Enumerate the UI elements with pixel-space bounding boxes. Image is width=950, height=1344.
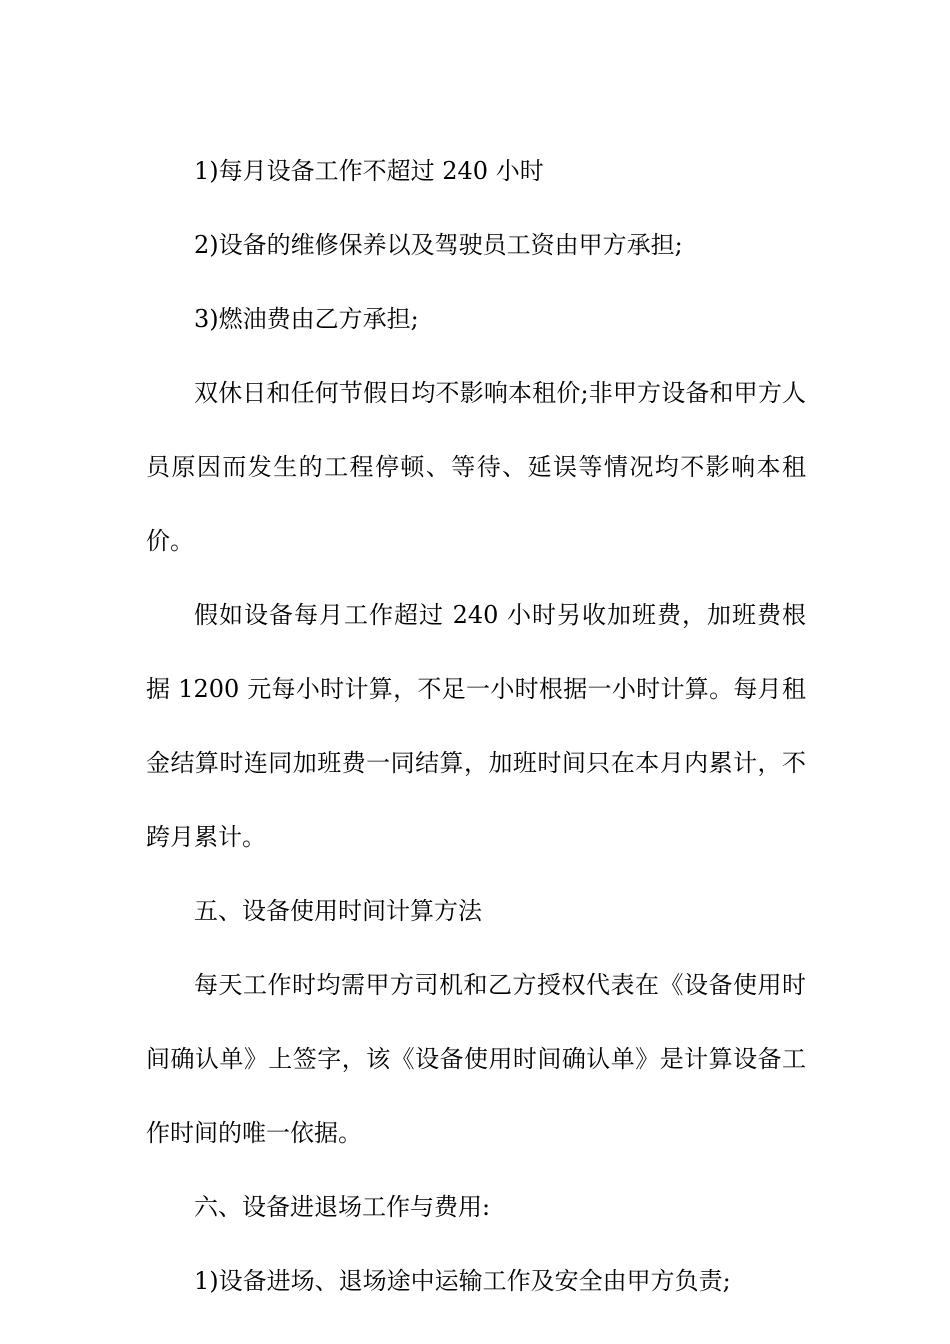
paragraph-holidays-rent: 双休日和任何节假日均不影响本租价;非甲方设备和甲方人员原因而发生的工程停顿、等待、延误等情况均不影响本租价。 [146, 379, 806, 555]
paragraph-transport-safety: 1)设备进场、退场途中运输工作及安全由甲方负责; [194, 1267, 731, 1295]
section-heading-usage-time: 五、设备使用时间计算方法 [194, 897, 482, 925]
paragraph-maintenance-wages: 2)设备的维修保养以及驾驶员工资由甲方承担; [194, 231, 683, 259]
paragraph-overtime-fee: 假如设备每月工作超过 240 小时另收加班费，加班费根据 1200 元每小时计算，不足一小时根据一小时计算。每月租金结算时连同加班费一同结算，加班时间只在本月内累计，不跨月累计。 [146, 601, 806, 851]
paragraph-time-confirmation: 每天工作时均需甲方司机和乙方授权代表在《设备使用时间确认单》上签字，该《设备使用时间确认单》是计算设备工作时间的唯一依据。 [146, 971, 806, 1147]
document-body [146, 134, 806, 1318]
paragraph-fuel-cost: 3)燃油费由乙方承担; [194, 305, 419, 333]
section-heading-entry-exit: 六、设备进退场工作与费用: [194, 1193, 491, 1221]
paragraph-monthly-hours-limit: 1)每月设备工作不超过 240 小时 [194, 157, 544, 185]
